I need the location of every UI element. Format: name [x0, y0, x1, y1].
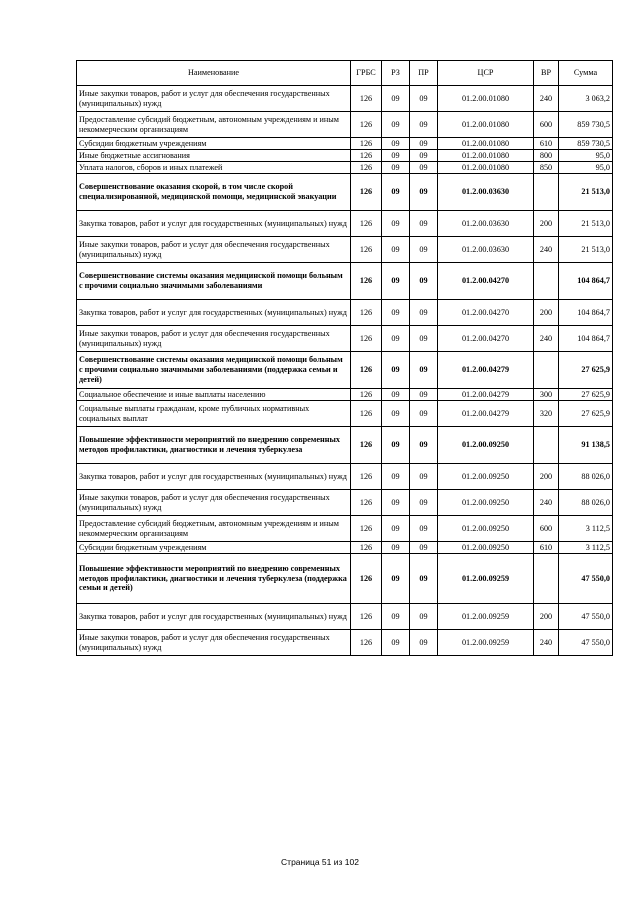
row-grbs: 126 — [351, 401, 382, 427]
row-rz: 09 — [382, 174, 410, 211]
row-vr: 240 — [534, 326, 559, 352]
row-grbs: 126 — [351, 263, 382, 300]
row-vr: 600 — [534, 112, 559, 138]
row-grbs: 126 — [351, 464, 382, 490]
row-sum: 859 730,5 — [559, 138, 613, 150]
row-csr: 01.2.00.09259 — [438, 554, 534, 604]
row-vr — [534, 174, 559, 211]
row-grbs: 126 — [351, 427, 382, 464]
table-row — [77, 490, 613, 516]
row-rz: 09 — [382, 516, 410, 542]
row-name: Совершенствование оказания скорой, в том числе скорой специализированной, медицинской помощи, медицинской эвакуации — [77, 174, 351, 211]
row-rz: 09 — [382, 604, 410, 630]
row-grbs: 126 — [351, 150, 382, 162]
table-row — [77, 630, 613, 656]
page-number: Страница 51 из 102 — [281, 857, 359, 867]
row-vr: 200 — [534, 300, 559, 326]
row-csr: 01.2.00.09259 — [438, 630, 534, 656]
row-name: Уплата налогов, сборов и иных платежей — [77, 162, 351, 174]
row-rz: 09 — [382, 150, 410, 162]
table-row — [77, 516, 613, 542]
row-pr: 09 — [410, 516, 438, 542]
row-rz: 09 — [382, 211, 410, 237]
row-sum: 47 550,0 — [559, 630, 613, 656]
row-pr: 09 — [410, 86, 438, 112]
header-vr: ВР — [534, 61, 559, 86]
row-vr: 240 — [534, 237, 559, 263]
row-sum: 104 864,7 — [559, 263, 613, 300]
row-name: Социальные выплаты гражданам, кроме публичных нормативных социальных выплат — [77, 401, 351, 427]
table-row — [77, 211, 613, 237]
row-rz: 09 — [382, 162, 410, 174]
row-name: Субсидии бюджетным учреждениям — [77, 138, 351, 150]
row-pr: 09 — [410, 263, 438, 300]
row-name: Повышение эффективности мероприятий по внедрению современных методов профилактики, диагностики и лечения туберкулеза (поддержка семьи и детей) — [77, 554, 351, 604]
table-row — [77, 554, 613, 604]
row-csr: 01.2.00.09250 — [438, 516, 534, 542]
row-pr: 09 — [410, 300, 438, 326]
row-sum: 104 864,7 — [559, 326, 613, 352]
table-row — [77, 150, 613, 162]
row-pr: 09 — [410, 138, 438, 150]
row-name: Предоставление субсидий бюджетным, автономным учреждениям и иным некоммерческим организациям — [77, 112, 351, 138]
row-rz: 09 — [382, 554, 410, 604]
row-vr: 240 — [534, 86, 559, 112]
row-sum: 3 112,5 — [559, 542, 613, 554]
row-csr: 01.2.00.09250 — [438, 490, 534, 516]
row-csr: 01.2.00.03630 — [438, 237, 534, 263]
row-pr: 09 — [410, 427, 438, 464]
row-rz: 09 — [382, 427, 410, 464]
row-sum: 47 550,0 — [559, 604, 613, 630]
row-grbs: 126 — [351, 326, 382, 352]
table-header-row — [77, 61, 613, 86]
table-row — [77, 352, 613, 389]
row-csr: 01.2.00.09250 — [438, 542, 534, 554]
row-vr: 240 — [534, 490, 559, 516]
row-csr: 01.2.00.01080 — [438, 162, 534, 174]
row-grbs: 126 — [351, 604, 382, 630]
row-grbs: 126 — [351, 162, 382, 174]
row-vr — [534, 554, 559, 604]
table-row — [77, 112, 613, 138]
row-csr: 01.2.00.01080 — [438, 112, 534, 138]
row-sum: 88 026,0 — [559, 464, 613, 490]
row-sum: 27 625,9 — [559, 401, 613, 427]
row-sum: 3 112,5 — [559, 516, 613, 542]
row-pr: 09 — [410, 162, 438, 174]
row-pr: 09 — [410, 542, 438, 554]
row-rz: 09 — [382, 401, 410, 427]
row-csr: 01.2.00.03630 — [438, 174, 534, 211]
row-csr: 01.2.00.04279 — [438, 389, 534, 401]
row-grbs: 126 — [351, 138, 382, 150]
row-rz: 09 — [382, 630, 410, 656]
row-csr: 01.2.00.01080 — [438, 138, 534, 150]
row-sum: 95,0 — [559, 162, 613, 174]
row-vr: 200 — [534, 211, 559, 237]
row-vr: 300 — [534, 389, 559, 401]
row-rz: 09 — [382, 237, 410, 263]
row-name: Иные закупки товаров, работ и услуг для обеспечения государственных (муниципальных) нужд — [77, 490, 351, 516]
row-csr: 01.2.00.03630 — [438, 211, 534, 237]
row-rz: 09 — [382, 464, 410, 490]
header-csr: ЦСР — [438, 61, 534, 86]
table-row — [77, 300, 613, 326]
row-pr: 09 — [410, 630, 438, 656]
row-name: Закупка товаров, работ и услуг для государственных (муниципальных) нужд — [77, 464, 351, 490]
row-name: Закупка товаров, работ и услуг для государственных (муниципальных) нужд — [77, 211, 351, 237]
row-rz: 09 — [382, 300, 410, 326]
row-vr: 240 — [534, 630, 559, 656]
row-grbs: 126 — [351, 174, 382, 211]
row-pr: 09 — [410, 112, 438, 138]
row-sum: 91 138,5 — [559, 427, 613, 464]
header-grbs: ГРБС — [351, 61, 382, 86]
row-name: Совершенствование системы оказания медицинской помощи больным с прочими социально значимыми заболеваниями (поддержка семьи и детей) — [77, 352, 351, 389]
row-sum: 88 026,0 — [559, 490, 613, 516]
table-row — [77, 174, 613, 211]
row-vr: 600 — [534, 516, 559, 542]
row-grbs: 126 — [351, 630, 382, 656]
row-name: Иные закупки товаров, работ и услуг для обеспечения государственных (муниципальных) нужд — [77, 326, 351, 352]
row-csr: 01.2.00.04270 — [438, 326, 534, 352]
row-pr: 09 — [410, 554, 438, 604]
row-rz: 09 — [382, 112, 410, 138]
row-grbs: 126 — [351, 112, 382, 138]
row-sum: 21 513,0 — [559, 174, 613, 211]
row-name: Иные закупки товаров, работ и услуг для обеспечения государственных (муниципальных) нужд — [77, 237, 351, 263]
row-csr: 01.2.00.04270 — [438, 263, 534, 300]
row-pr: 09 — [410, 174, 438, 211]
header-pr: ПР — [410, 61, 438, 86]
table-row — [77, 427, 613, 464]
table-row — [77, 263, 613, 300]
row-name: Социальное обеспечение и иные выплаты населению — [77, 389, 351, 401]
row-grbs: 126 — [351, 211, 382, 237]
row-pr: 09 — [410, 490, 438, 516]
row-grbs: 126 — [351, 352, 382, 389]
row-grbs: 126 — [351, 554, 382, 604]
row-pr: 09 — [410, 150, 438, 162]
row-pr: 09 — [410, 464, 438, 490]
row-csr: 01.2.00.09250 — [438, 427, 534, 464]
row-name: Закупка товаров, работ и услуг для государственных (муниципальных) нужд — [77, 604, 351, 630]
row-csr: 01.2.00.01080 — [438, 150, 534, 162]
row-name: Иные закупки товаров, работ и услуг для обеспечения государственных (муниципальных) нужд — [77, 86, 351, 112]
row-pr: 09 — [410, 211, 438, 237]
row-rz: 09 — [382, 86, 410, 112]
row-pr: 09 — [410, 401, 438, 427]
row-grbs: 126 — [351, 490, 382, 516]
row-grbs: 126 — [351, 237, 382, 263]
row-sum: 27 625,9 — [559, 352, 613, 389]
row-name: Совершенствование системы оказания медицинской помощи больным с прочими социально значимыми заболеваниями — [77, 263, 351, 300]
table-row — [77, 162, 613, 174]
table-row — [77, 237, 613, 263]
row-rz: 09 — [382, 352, 410, 389]
row-grbs: 126 — [351, 542, 382, 554]
row-sum: 21 513,0 — [559, 237, 613, 263]
row-name: Иные бюджетные ассигнования — [77, 150, 351, 162]
table-row — [77, 542, 613, 554]
row-sum: 27 625,9 — [559, 389, 613, 401]
row-vr: 850 — [534, 162, 559, 174]
table-row — [77, 604, 613, 630]
row-csr: 01.2.00.04270 — [438, 300, 534, 326]
row-grbs: 126 — [351, 389, 382, 401]
row-pr: 09 — [410, 352, 438, 389]
row-vr — [534, 263, 559, 300]
table-row — [77, 464, 613, 490]
header-sum: Сумма — [559, 61, 613, 86]
row-pr: 09 — [410, 389, 438, 401]
row-rz: 09 — [382, 542, 410, 554]
header-rz: РЗ — [382, 61, 410, 86]
table-row — [77, 86, 613, 112]
row-csr: 01.2.00.04279 — [438, 352, 534, 389]
table-row — [77, 389, 613, 401]
row-sum: 95,0 — [559, 150, 613, 162]
row-vr: 610 — [534, 138, 559, 150]
row-vr: 200 — [534, 464, 559, 490]
row-vr — [534, 352, 559, 389]
row-sum: 47 550,0 — [559, 554, 613, 604]
row-pr: 09 — [410, 237, 438, 263]
row-csr: 01.2.00.09250 — [438, 464, 534, 490]
row-rz: 09 — [382, 138, 410, 150]
header-name: Наименование — [77, 61, 351, 86]
row-sum: 3 063,2 — [559, 86, 613, 112]
row-grbs: 126 — [351, 86, 382, 112]
row-grbs: 126 — [351, 300, 382, 326]
table-row — [77, 326, 613, 352]
row-grbs: 126 — [351, 516, 382, 542]
row-pr: 09 — [410, 326, 438, 352]
row-pr: 09 — [410, 604, 438, 630]
row-csr: 01.2.00.09259 — [438, 604, 534, 630]
row-vr: 610 — [534, 542, 559, 554]
row-rz: 09 — [382, 389, 410, 401]
row-sum: 859 730,5 — [559, 112, 613, 138]
row-rz: 09 — [382, 263, 410, 300]
row-vr: 200 — [534, 604, 559, 630]
row-sum: 21 513,0 — [559, 211, 613, 237]
row-csr: 01.2.00.01080 — [438, 86, 534, 112]
table-row — [77, 138, 613, 150]
row-vr: 320 — [534, 401, 559, 427]
row-csr: 01.2.00.04279 — [438, 401, 534, 427]
row-name: Закупка товаров, работ и услуг для государственных (муниципальных) нужд — [77, 300, 351, 326]
row-vr: 800 — [534, 150, 559, 162]
row-name: Иные закупки товаров, работ и услуг для обеспечения государственных (муниципальных) нужд — [77, 630, 351, 656]
budget-table — [76, 60, 613, 656]
table-row — [77, 401, 613, 427]
row-rz: 09 — [382, 326, 410, 352]
row-name: Субсидии бюджетным учреждениям — [77, 542, 351, 554]
row-name: Предоставление субсидий бюджетным, автономным учреждениям и иным некоммерческим организациям — [77, 516, 351, 542]
row-name: Повышение эффективности мероприятий по внедрению современных методов профилактики, диагностики и лечения туберкулеза — [77, 427, 351, 464]
row-rz: 09 — [382, 490, 410, 516]
row-sum: 104 864,7 — [559, 300, 613, 326]
row-vr — [534, 427, 559, 464]
table-body — [77, 86, 613, 656]
